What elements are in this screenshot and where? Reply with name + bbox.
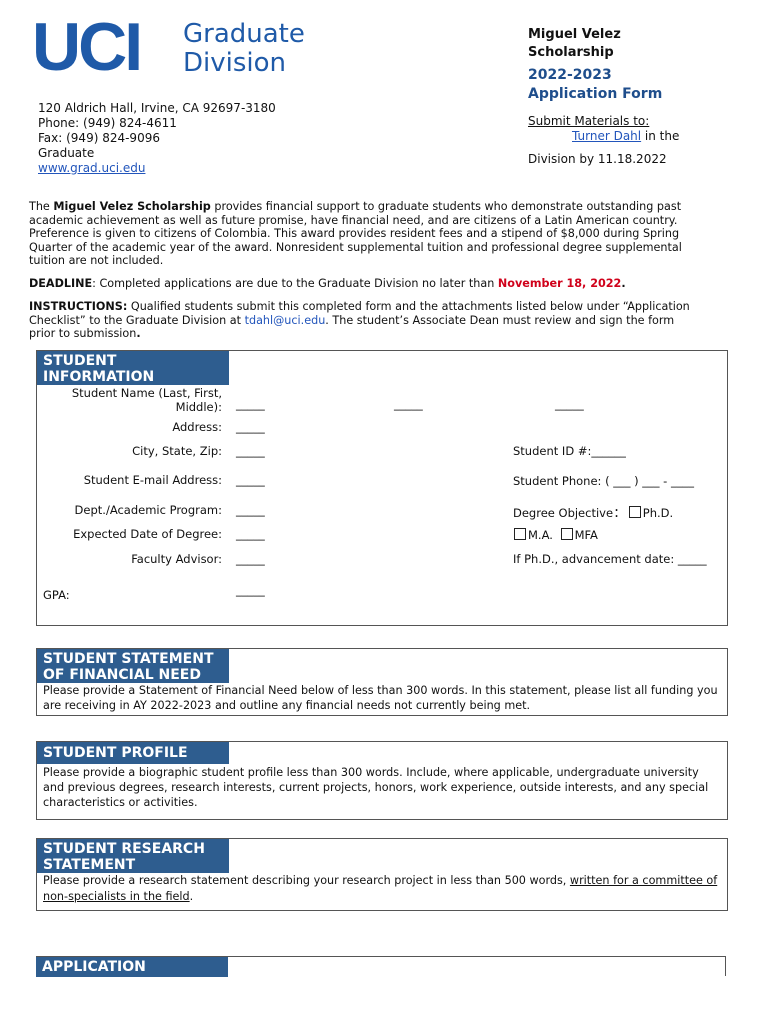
submit-name-link[interactable]: Turner Dahl — [572, 129, 642, 143]
email-label: Student E-mail Address: — [83, 473, 222, 487]
submit-label: Submit Materials to: — [528, 114, 650, 128]
gpa-label: GPA: — [43, 588, 70, 602]
dept-label: Dept./Academic Program: — [74, 503, 222, 517]
degree-objective-colon: : — [614, 503, 620, 521]
form-line: Application Form — [528, 86, 663, 102]
fax-line: Fax: (949) 824-9096 — [38, 131, 160, 145]
heading-line: STUDENT PROFILE — [43, 745, 188, 761]
section-heading — [37, 351, 229, 385]
deadline-date: November 18, 2022 — [497, 277, 622, 290]
year-line: 2022-2023 — [528, 67, 612, 83]
title-line-2: Scholarship — [528, 45, 614, 60]
address-line: 120 Aldrich Hall, Irvine, CA 92697-3180 — [38, 101, 276, 115]
deadline-end: . — [621, 277, 626, 290]
gpa-field[interactable]: _____ — [236, 583, 265, 597]
mfa-checkbox[interactable] — [561, 528, 573, 540]
heading-line-1: STUDENT RESEARCH — [43, 841, 205, 857]
name-label-1: Student Name (Last, First, — [71, 386, 222, 400]
website-link[interactable]: www.grad.uci.edu — [38, 161, 146, 175]
section-heading: APPLICATION — [36, 957, 228, 977]
degree-objective-label: Degree Objective — [513, 506, 614, 520]
section-heading — [37, 649, 229, 683]
title-line-1: Miguel Velez — [528, 27, 621, 42]
deadline-label: DEADLINE — [29, 277, 93, 290]
desc-underlined: written for a committee of non-specialists in the field — [43, 874, 718, 903]
submit-block — [528, 114, 679, 144]
advisor-label: Faculty Advisor: — [131, 552, 222, 566]
heading-line-1: STUDENT STATEMENT — [43, 651, 214, 667]
instructions-text: Qualified students submit this completed form and the attachments listed below under “Application Checklist” to the Graduate Division at — [29, 300, 690, 327]
financial-need-section — [36, 648, 728, 716]
advisor-field[interactable]: _____ — [236, 552, 265, 566]
student-profile-section — [36, 741, 728, 820]
heading-line-2: OF FINANCIAL NEED — [43, 667, 201, 683]
logo-line-2: Division — [183, 48, 287, 78]
dept-line: Graduate — [38, 146, 95, 160]
address-label: Address: — [172, 420, 222, 434]
phd-label: Ph.D. — [642, 506, 674, 520]
deadline-line — [29, 277, 699, 291]
intro-bold: Miguel Velez Scholarship — [53, 200, 211, 213]
ma-label: M.A. — [528, 528, 553, 542]
city-field[interactable]: _____ — [236, 444, 265, 458]
student-name-label — [32, 386, 222, 414]
heading-line-2: INFORMATION — [43, 369, 155, 385]
submit-in: in the — [641, 129, 680, 143]
research-statement-section — [36, 838, 728, 911]
intro-text: provides financial support to graduate students who demonstrate outstanding past academic achievement as well as future promise, have financial need, and are citizens of a Latin American country. Preference is given to citizens of Colombia. This award provides resident fees and a stipend of $8,000 during Spring Quarter of the academic year of the award. Nonresident supplemental tuition and professional degree supplemental tuition are not included. — [29, 200, 682, 268]
instructions-end: . — [136, 327, 141, 341]
email-link[interactable]: tdahl@uci.edu — [244, 313, 326, 327]
desc-end: . — [189, 890, 194, 903]
degree-date-label: Expected Date of Degree: — [73, 527, 222, 541]
section-description: Please provide a Statement of Financial Need below of less than 300 words. In this statement, please list all funding you are receiving in AY 2022-2023 and outline any financial needs not currently being met. — [43, 684, 718, 712]
dept-field[interactable]: _____ — [236, 503, 265, 517]
phone-line: Phone: (949) 824-4611 — [38, 116, 177, 130]
email-field[interactable]: _____ — [236, 473, 265, 487]
form-title — [528, 26, 621, 62]
instructions-text-2: . The student’s Associate Dean must review and sign the form prior to submission — [29, 313, 675, 341]
phd-checkbox[interactable] — [629, 506, 641, 518]
student-phone-field[interactable]: Student Phone: ( ___ ) ___ - ____ — [513, 474, 694, 488]
uci-logo: UCI — [32, 9, 141, 85]
student-id-field[interactable]: Student ID #:______ — [513, 444, 626, 458]
degree-options — [514, 528, 598, 542]
heading-line-1: STUDENT — [43, 353, 117, 369]
section-heading — [37, 742, 229, 764]
application-section — [36, 956, 726, 976]
form-year — [528, 66, 662, 104]
address-field[interactable]: _____ — [236, 420, 265, 434]
logo-line-1: Graduate — [183, 19, 305, 49]
mfa-label: MFA — [574, 528, 598, 542]
middle-name-field[interactable]: _____ — [555, 397, 584, 411]
instructions-paragraph — [29, 300, 699, 341]
ma-checkbox[interactable] — [514, 528, 526, 540]
degree-objective — [513, 503, 673, 521]
deadline-text: : Completed applications are due to the Graduate Division no later than — [92, 277, 498, 290]
degree-date-field[interactable]: _____ — [236, 527, 265, 541]
section-description — [37, 873, 727, 905]
submit-by: Division by 11.18.2022 — [528, 152, 667, 166]
desc-pre: Please provide a research statement describing your research project in less than 500 words, — [43, 874, 570, 887]
section-heading — [37, 839, 229, 873]
city-label: City, State, Zip: — [132, 444, 222, 458]
graduate-division-logo-text — [183, 20, 305, 78]
instructions-label: INSTRUCTIONS: — [29, 300, 128, 313]
heading-line-2: STATEMENT — [43, 857, 136, 873]
address-block — [38, 101, 276, 176]
first-name-field[interactable]: _____ — [394, 397, 423, 411]
section-description: Please provide a biographic student profile less than 300 words. Include, where applicable, undergraduate university and previous degrees, research interests, current projects, honors, work experience, outside interests, and any special characteristics or activities. — [43, 766, 709, 809]
last-name-field[interactable]: _____ — [236, 397, 265, 411]
advancement-date-field[interactable]: If Ph.D., advancement date: _____ — [513, 552, 707, 566]
intro-paragraph — [29, 200, 699, 268]
name-label-2: Middle): — [175, 400, 222, 414]
intro-pre: The — [29, 200, 54, 213]
